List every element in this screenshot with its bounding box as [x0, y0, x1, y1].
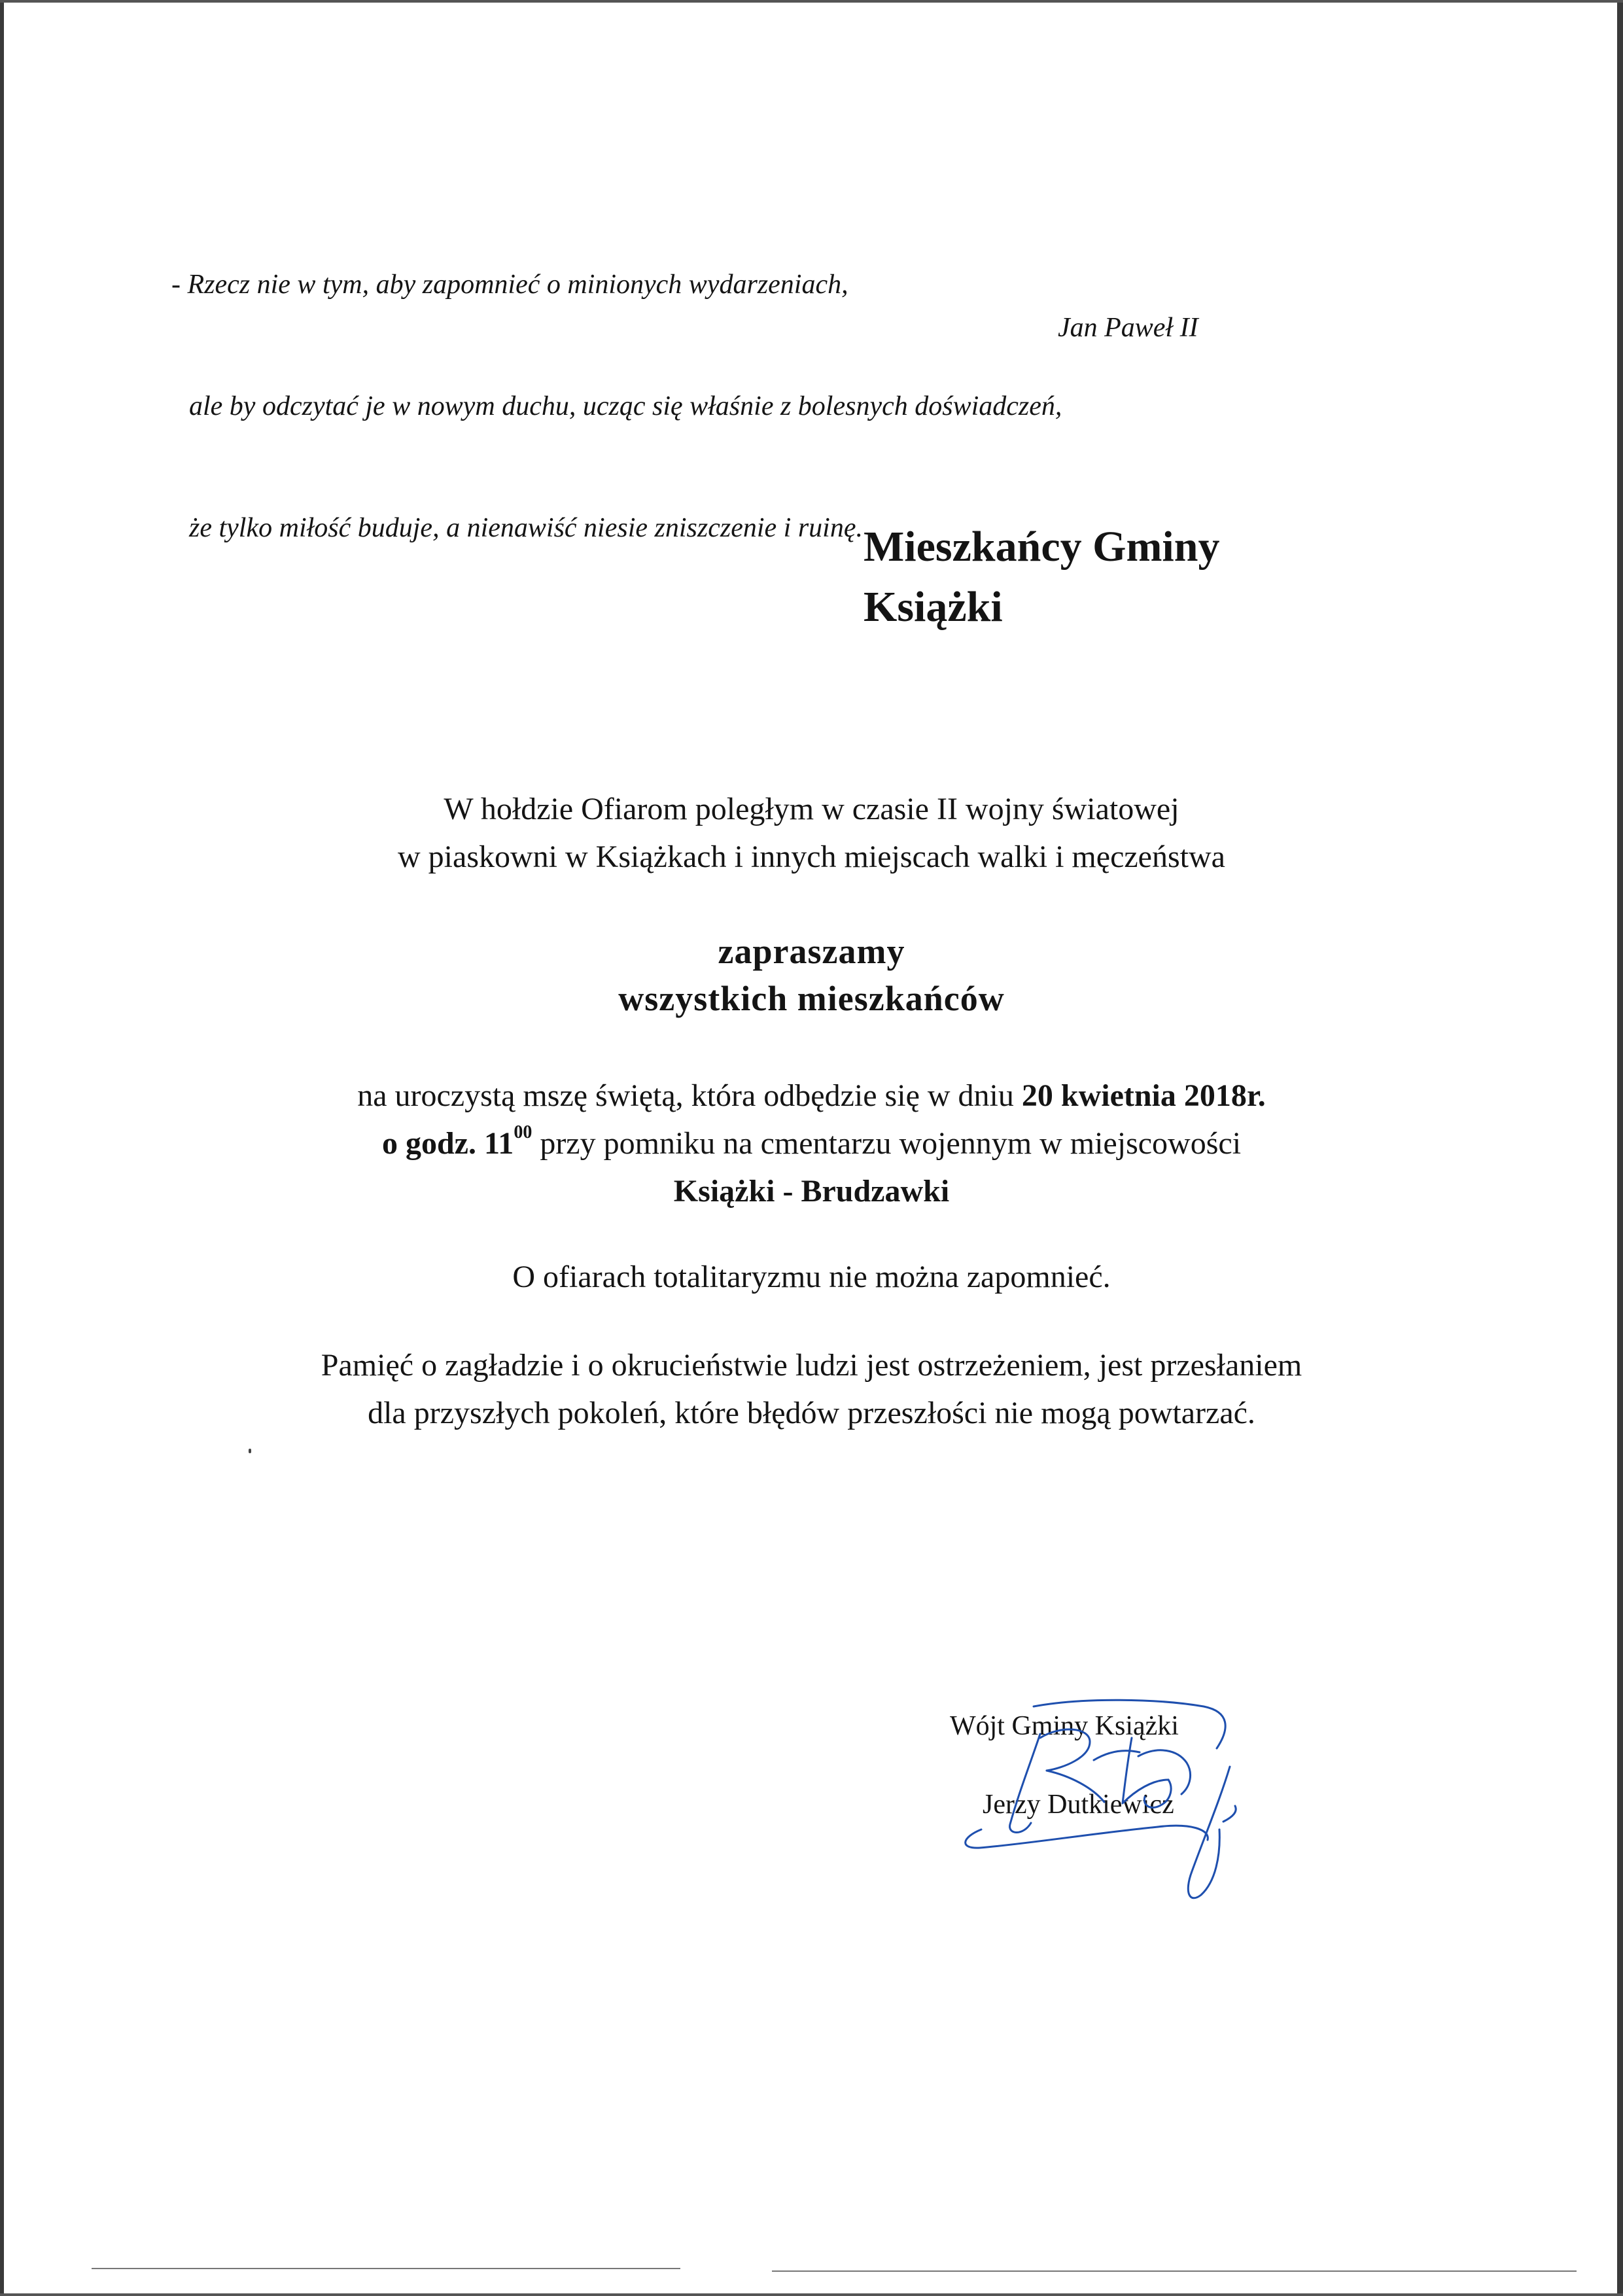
invitation-line: zapraszamy	[718, 932, 905, 971]
addressee-line: Książki	[864, 583, 1003, 631]
epigraph-line: ale by odczytać je w nowym duchu, ucząc się właśnie z bolesnych doświadczeń,	[189, 391, 1062, 421]
tribute-line: W hołdzie Ofiarom poległym w czasie II wojny światowej	[444, 792, 1179, 826]
tribute-line: w piaskowni w Książkach i innych miejscach walki i męczeństwa	[398, 839, 1225, 874]
memory-paragraph	[0, 1341, 1623, 1437]
scan-edge-bottom	[0, 2293, 1623, 2296]
scan-speck	[249, 1449, 251, 1453]
epigraph-line: - Rzecz nie w tym, aby zapomnieć o minionych wydarzeniach,	[171, 270, 848, 300]
tribute-paragraph	[0, 785, 1623, 881]
scan-line-bottom	[772, 2270, 1577, 2272]
scan-line-bottom	[92, 2268, 680, 2269]
event-line-2	[0, 1120, 1623, 1167]
addressee	[864, 517, 1219, 637]
signature-title: Wójt Gminy Książki	[950, 1711, 1179, 1741]
event-line-1	[0, 1072, 1623, 1120]
event-text: przy pomniku na cmentarzu wojennym w miejscowości	[532, 1126, 1242, 1161]
event-paragraph	[0, 1072, 1623, 1215]
signature-name: Jerzy Dutkiewicz	[983, 1790, 1174, 1820]
event-date: 20 kwietnia 2018r.	[1021, 1078, 1266, 1113]
invitation-heading	[0, 928, 1623, 1022]
event-text: na uroczystą mszę świętą, która odbędzie się w dniu	[357, 1078, 1022, 1113]
event-time-minutes: 00	[514, 1122, 532, 1142]
epigraph-author: Jan Paweł II	[1058, 313, 1198, 343]
event-place: Książki - Brudzawki	[673, 1174, 950, 1209]
scan-edge-top	[0, 0, 1623, 3]
epigraph-line: że tylko miłość buduje, a nienawiść niesie zniszczenie i ruinę.	[189, 513, 863, 543]
event-time: o godz. 11	[381, 1126, 514, 1161]
memory-line: dla przyszłych pokoleń, które błędów przeszłości nie mogą powtarzać.	[368, 1396, 1255, 1430]
handwritten-signature	[942, 1675, 1295, 1924]
memory-line: Pamięć o zagładzie i o okrucieństwie ludzi jest ostrzeżeniem, jest przesłaniem	[321, 1348, 1302, 1383]
closing-sentence: O ofiarach totalitaryzmu nie można zapomnieć.	[512, 1260, 1111, 1294]
addressee-line: Mieszkańcy Gminy	[864, 523, 1220, 571]
invitation-line: wszystkich mieszkańców	[618, 979, 1005, 1018]
